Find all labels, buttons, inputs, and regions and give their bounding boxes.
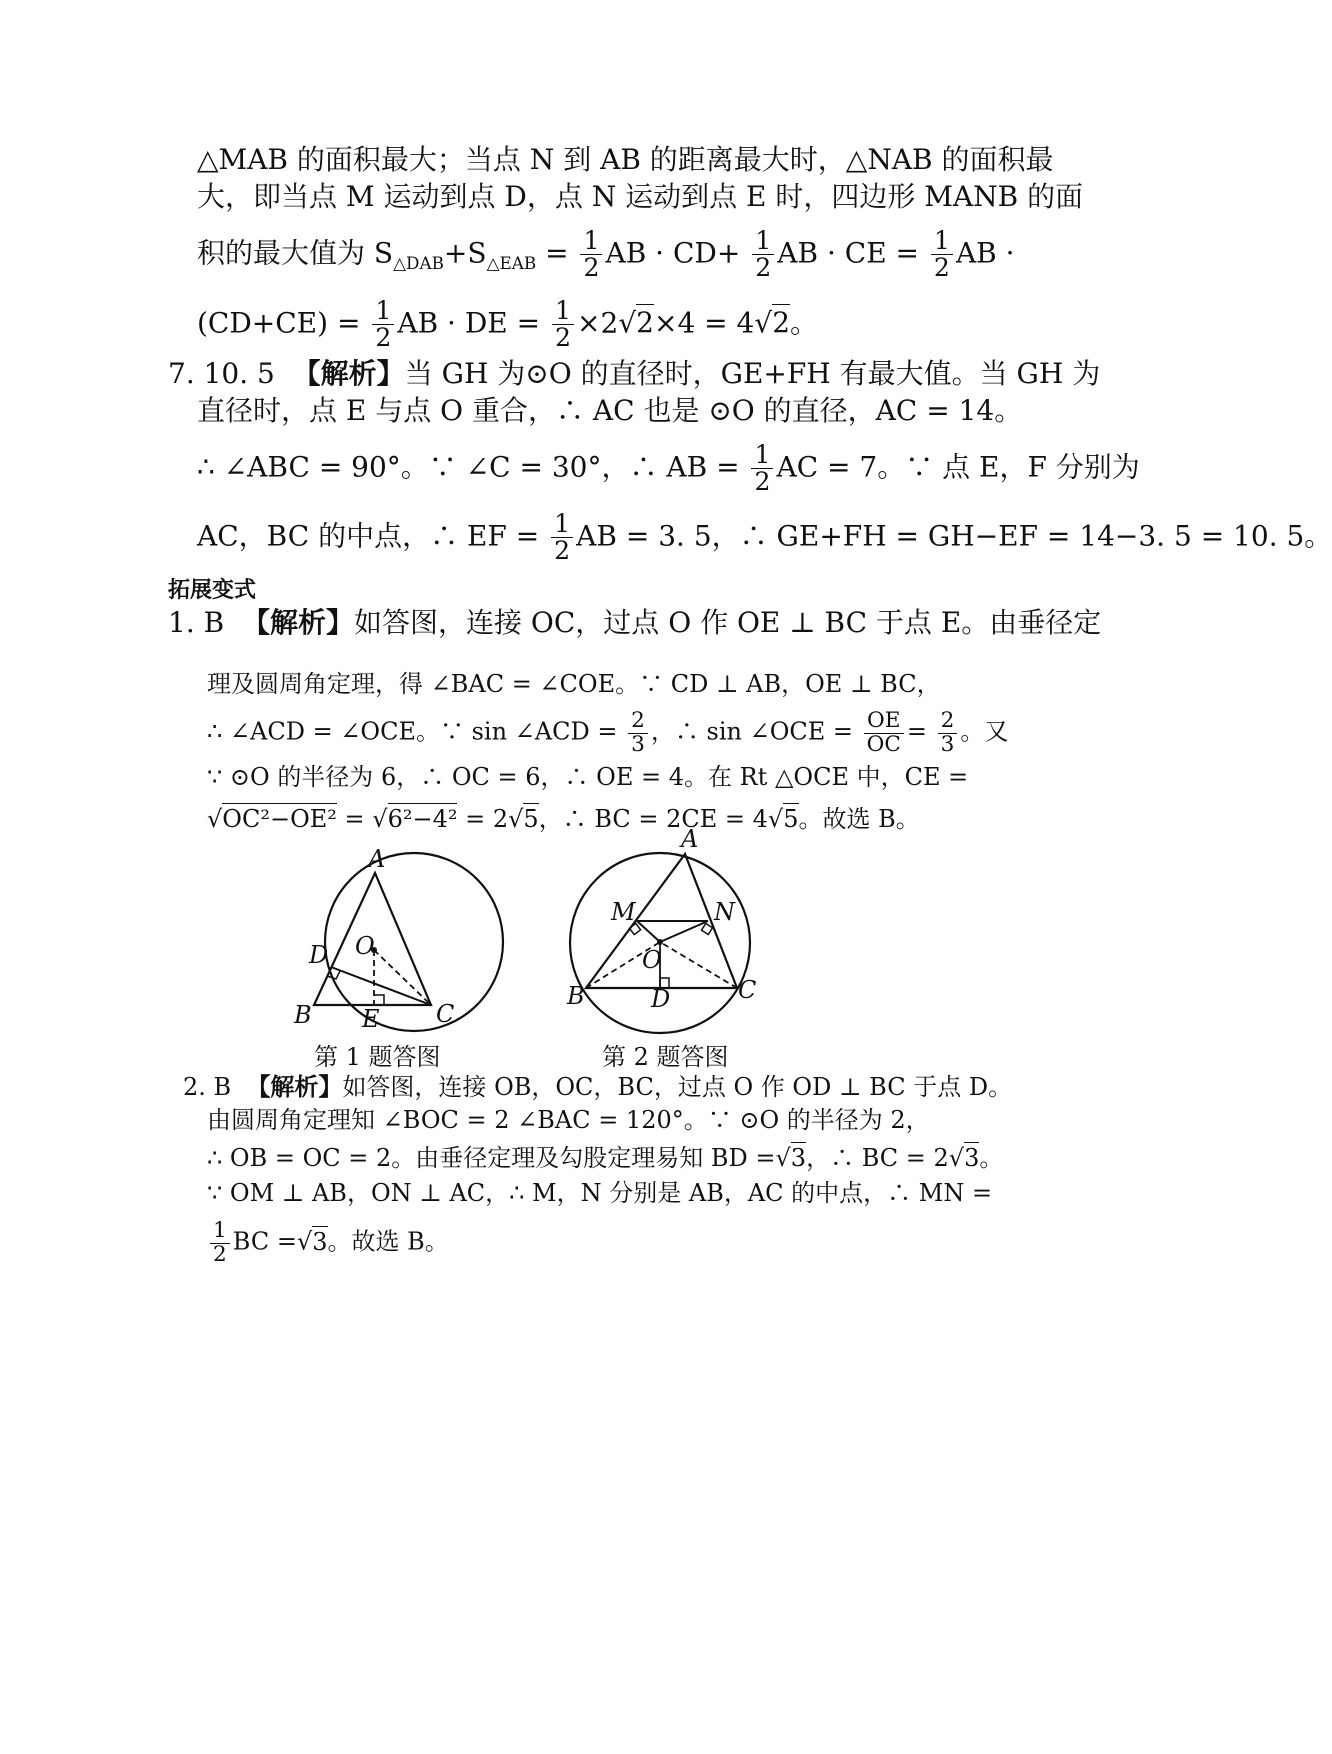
label-a: A — [681, 825, 699, 853]
segment-on — [660, 921, 708, 942]
figure-1-diagram — [270, 840, 500, 1040]
formula-line: (CD+CE) = $\frac{1}{2}$ AB · DE = $\frac{1}{2}$ ×2√2×4 = 4√2。 — [197, 296, 819, 353]
right-angle-mark — [701, 923, 712, 934]
formula-line: AC，BC 的中点，∴ EF = $\frac{1}{2}$ AB = 3. 5，∴ GE+FH = GH−EF = 14−3. 5 = 10. 5。 — [197, 509, 1332, 566]
label-b: B — [567, 982, 585, 1010]
segment-oc-dashed — [374, 950, 431, 1005]
text-line: ∵ OM ⊥ AB，ON ⊥ AC，∴ M，N 分别是 AB，AC 的中点，∴ MN = — [207, 1179, 993, 1207]
formula-line: $\frac{1}{2}$ BC =√3。故选 B。 — [207, 1220, 449, 1266]
label-m: M — [611, 898, 636, 926]
fraction: $\frac{2}{3}$ — [628, 710, 648, 756]
formula-line: ∴ ∠ABC = 90°。∵ ∠C = 30°，∴ AB = $\frac{1}{2}$ AC = 7。∵ 点 E，F 分别为 — [197, 440, 1140, 497]
fraction-half: $\frac{1}{2}$ — [580, 228, 602, 282]
label-b: B — [294, 1001, 312, 1029]
text-line: 由圆周角定理知 ∠BOC = 2 ∠BAC = 120°。∵ ⊙O 的半径为 2， — [207, 1106, 930, 1134]
fraction-half: $\frac{1}{2}$ — [372, 298, 394, 352]
text-line: 大，即当点 M 运动到点 D，点 N 运动到点 E 时，四边形 MANB 的面 — [197, 180, 1084, 213]
formula-line: ∴ ∠ACD = ∠OCE。∵ sin ∠ACD = $\frac{2}{3}$ ，∴ sin ∠OCE = $\frac{OE}{OC}$ = $\frac{2}{3}$ 。又 — [207, 708, 1009, 757]
segment-om — [637, 921, 660, 942]
label-o: O — [355, 932, 375, 960]
section-title: 拓展变式 — [168, 577, 257, 603]
formula-line: √OC²−OE² = √6²−4² = 2√5，∴ BC = 2CE = 4√5。故选 B。 — [207, 805, 920, 833]
fraction-half: $\frac{1}{2}$ — [551, 511, 573, 565]
center-point — [657, 939, 663, 945]
exercise-2-line: 2. B 【解析】如答图，连接 OB，OC，BC，过点 O 作 OD ⊥ BC 于点 D。 — [183, 1072, 1013, 1101]
label-d: D — [309, 941, 329, 969]
label-c: C — [436, 1000, 455, 1028]
figure-1-caption: 第 1 题答图 — [314, 1043, 441, 1071]
right-angle-mark — [374, 995, 384, 1005]
fraction-half: $\frac{1}{2}$ — [752, 228, 774, 282]
text-line: ∵ ⊙O 的半径为 6，∴ OC = 6，∴ OE = 4。在 Rt △OCE 中，CE = — [207, 763, 969, 791]
formula-line: 积的最大值为 $S_{\triangle DAB}+S_{\triangle EAB}$ = $\frac{1}{2}$ AB · CD+ $\frac{1}{2}$ AB · CE = $\frac{1}{2}$ AB · — [197, 226, 1015, 283]
formula-line: ∴ OB = OC = 2。由垂径定理及勾股定理易知 BD =√3，∴ BC = 2√3。 — [207, 1144, 1004, 1172]
label-n: N — [714, 898, 735, 926]
fraction: $\frac{OE}{OC}$ — [864, 710, 904, 756]
label-e: E — [362, 1005, 380, 1033]
question-7-line: 7. 10. 5 【解析】当 GH 为⊙O 的直径时，GE+FH 有最大值。当 GH 为 — [168, 357, 1101, 390]
label-o: O — [642, 946, 662, 974]
exercise-1-line: 1. B 【解析】如答图，连接 OC，过点 O 作 OE ⊥ BC 于点 E。由垂径定 — [168, 606, 1102, 639]
label-d: D — [651, 985, 671, 1013]
label-c: C — [738, 976, 757, 1004]
fraction-half: $\frac{1}{2}$ — [931, 228, 953, 282]
text-line: 直径时，点 E 与点 O 重合，∴ AC 也是 ⊙O 的直径，AC = 14。 — [197, 394, 1023, 427]
fraction-half: $\frac{1}{2}$ — [552, 298, 574, 352]
segment-oc-dashed — [660, 942, 737, 988]
text-line: △MAB 的面积最大；当点 N 到 AB 的距离最大时，△NAB 的面积最 — [197, 143, 1054, 176]
fraction-half: $\frac{1}{2}$ — [751, 442, 773, 496]
figure-2-diagram — [555, 825, 785, 1038]
figure-2-caption: 第 2 题答图 — [602, 1043, 729, 1071]
fraction-half: $\frac{1}{2}$ — [210, 1220, 230, 1266]
fraction: $\frac{2}{3}$ — [938, 710, 958, 756]
label-a: A — [368, 845, 386, 873]
text-line: 理及圆周角定理，得 ∠BAC = ∠COE。∵ CD ⊥ AB，OE ⊥ BC， — [207, 670, 941, 698]
